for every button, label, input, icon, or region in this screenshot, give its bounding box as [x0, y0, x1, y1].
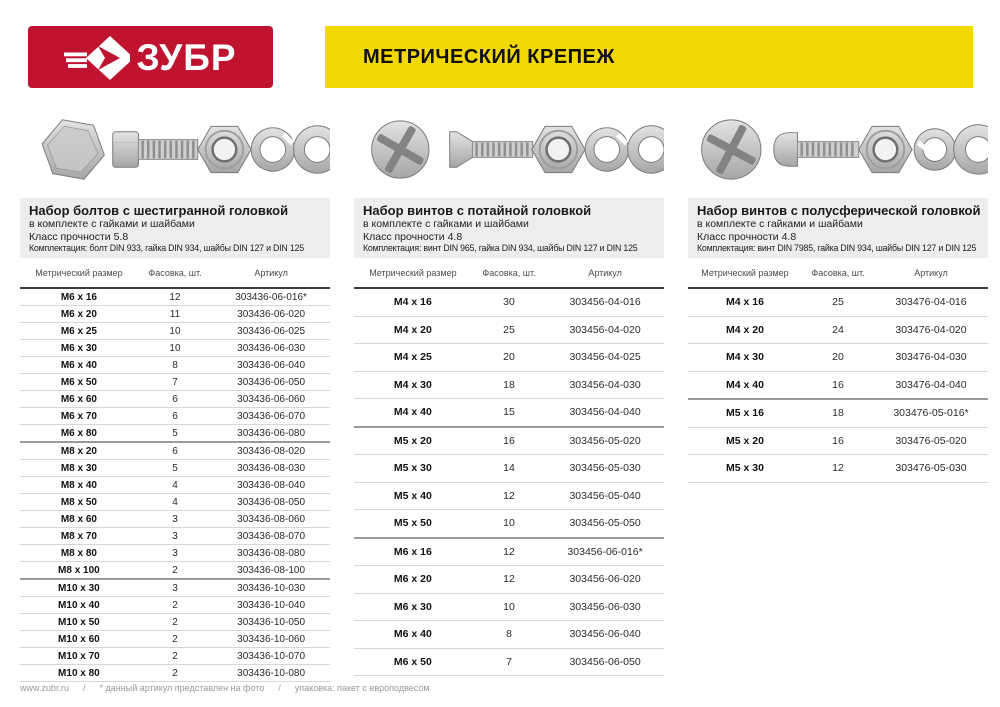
article-cell: 303456-06-050: [546, 648, 664, 676]
table-row: [20, 460, 330, 477]
product-info-block: [688, 198, 988, 258]
table-row: [354, 344, 664, 372]
footer-separator: /: [83, 683, 86, 693]
article-cell: 303456-06-040: [546, 621, 664, 649]
page-header: [28, 26, 973, 88]
footer-note-photo: * данный артикул представлен на фото: [99, 683, 265, 693]
pan-head-screw-set-image: [688, 106, 988, 190]
table-row: [20, 494, 330, 511]
size-cell: M10 x 50: [20, 614, 138, 631]
qty-cell: 4: [138, 477, 212, 494]
size-cell: M4 x 20: [688, 316, 802, 344]
strength-class: Класс прочности 4.8: [697, 230, 797, 243]
qty-cell: 2: [138, 665, 212, 682]
article-cell: 303456-06-020: [546, 566, 664, 594]
article-cell: 303436-08-020: [212, 442, 330, 460]
size-cell: M8 x 40: [20, 477, 138, 494]
article-cell: 303436-10-050: [212, 614, 330, 631]
article-cell: 303436-08-050: [212, 494, 330, 511]
qty-cell: 6: [138, 391, 212, 408]
table-row: [20, 631, 330, 648]
table-row: [354, 399, 664, 427]
table-header-row: [688, 259, 988, 288]
product-column-hex-bolts: [20, 106, 330, 682]
zubr-logo: [28, 26, 273, 88]
qty-cell: 2: [138, 562, 212, 580]
qty-cell: 18: [472, 371, 546, 399]
article-cell: 303436-06-020: [212, 306, 330, 323]
product-table: [20, 259, 330, 682]
qty-cell: 2: [138, 614, 212, 631]
qty-cell: 16: [802, 427, 874, 455]
table-row: [20, 408, 330, 425]
kit-contents: Комплектация: болт DIN 933, гайка DIN 934, шайбы DIN 127 и DIN 125: [29, 243, 304, 253]
table-row: [20, 511, 330, 528]
qty-cell: 3: [138, 511, 212, 528]
qty-cell: 16: [472, 427, 546, 455]
qty-column-header: Фасовка, шт.: [811, 268, 865, 278]
qty-cell: 8: [138, 357, 212, 374]
size-cell: M6 x 20: [20, 306, 138, 323]
size-cell: M4 x 16: [688, 288, 802, 316]
size-cell: M4 x 16: [354, 288, 472, 316]
qty-cell: 14: [472, 455, 546, 483]
article-column-header: Артикул: [254, 268, 288, 278]
table-row: [20, 579, 330, 597]
table-row: [688, 427, 988, 455]
qty-cell: 10: [138, 340, 212, 357]
qty-cell: 10: [138, 323, 212, 340]
article-cell: 303456-05-050: [546, 510, 664, 538]
product-column-pan-head-screws: [688, 106, 988, 682]
pan-head-screw-set-photo: [688, 106, 988, 190]
table-row: [688, 455, 988, 483]
qty-cell: 16: [802, 371, 874, 399]
size-cell: M8 x 20: [20, 442, 138, 460]
footer-note-packaging: упаковка: пакет с европодвесом: [294, 683, 430, 693]
category-banner: [325, 26, 973, 88]
table-row: [688, 399, 988, 427]
article-cell: 303476-04-030: [874, 344, 988, 372]
product-table: [688, 259, 988, 483]
size-cell: M5 x 16: [688, 399, 802, 427]
product-info-block: [20, 198, 330, 258]
table-row: [20, 288, 330, 306]
product-title: Набор винтов с потайной головкой: [363, 203, 592, 218]
table-row: [20, 614, 330, 631]
table-row: [20, 648, 330, 665]
article-cell: 303456-04-030: [546, 371, 664, 399]
size-cell: M6 x 40: [20, 357, 138, 374]
article-cell: 303436-06-030: [212, 340, 330, 357]
qty-cell: 25: [472, 316, 546, 344]
hex-bolt-set-image: [20, 106, 330, 190]
table-row: [354, 566, 664, 594]
size-cell: M8 x 60: [20, 511, 138, 528]
table-row: [354, 316, 664, 344]
qty-cell: 18: [802, 399, 874, 427]
product-info-block: [354, 198, 664, 258]
size-cell: M8 x 30: [20, 460, 138, 477]
size-cell: M5 x 30: [688, 455, 802, 483]
size-cell: M4 x 25: [354, 344, 472, 372]
qty-cell: 20: [472, 344, 546, 372]
product-title: Набор болтов с шестигранной головкой: [29, 203, 289, 218]
size-cell: M6 x 25: [20, 323, 138, 340]
qty-cell: 6: [138, 442, 212, 460]
article-cell: 303436-06-080: [212, 425, 330, 443]
article-cell: 303436-06-060: [212, 391, 330, 408]
qty-cell: 8: [472, 621, 546, 649]
qty-column-header: Фасовка, шт.: [148, 268, 202, 278]
size-column-header: Метрический размер: [369, 268, 457, 278]
size-cell: M6 x 16: [354, 538, 472, 566]
qty-cell: 20: [802, 344, 874, 372]
article-cell: 303436-10-080: [212, 665, 330, 682]
article-cell: 303456-05-040: [546, 482, 664, 510]
table-row: [354, 648, 664, 676]
qty-cell: 5: [138, 425, 212, 443]
article-cell: 303476-04-020: [874, 316, 988, 344]
article-cell: 303476-05-016*: [874, 399, 988, 427]
size-column-header: Метрический размер: [701, 268, 789, 278]
size-cell: M4 x 40: [354, 399, 472, 427]
article-cell: 303436-08-060: [212, 511, 330, 528]
table-row: [20, 528, 330, 545]
qty-cell: 2: [138, 631, 212, 648]
article-cell: 303436-06-025: [212, 323, 330, 340]
article-cell: 303436-06-040: [212, 357, 330, 374]
table-row: [354, 371, 664, 399]
hex-bolt-set-photo: [20, 106, 330, 190]
qty-cell: 11: [138, 306, 212, 323]
qty-cell: 5: [138, 460, 212, 477]
size-cell: M8 x 50: [20, 494, 138, 511]
table-row: [354, 593, 664, 621]
kit-contents: Комплектация: винт DIN 7985, гайка DIN 934, шайбы DIN 127 и DIN 125: [697, 243, 977, 253]
article-cell: 303456-04-016: [546, 288, 664, 316]
article-cell: 303476-05-030: [874, 455, 988, 483]
article-cell: 303476-05-020: [874, 427, 988, 455]
table-row: [20, 597, 330, 614]
article-cell: 303436-08-070: [212, 528, 330, 545]
page-footer: [20, 683, 444, 693]
article-cell: 303436-10-030: [212, 579, 330, 597]
table-row: [20, 477, 330, 494]
size-cell: M8 x 70: [20, 528, 138, 545]
size-cell: M5 x 20: [354, 427, 472, 455]
zubr-arrow-icon: [64, 31, 130, 83]
size-cell: M5 x 30: [354, 455, 472, 483]
article-cell: 303436-08-080: [212, 545, 330, 562]
table-row: [354, 288, 664, 316]
table-row: [20, 374, 330, 391]
qty-cell: 12: [138, 288, 212, 306]
table-row: [354, 427, 664, 455]
qty-cell: 30: [472, 288, 546, 316]
article-cell: 303456-04-025: [546, 344, 664, 372]
article-cell: 303436-06-050: [212, 374, 330, 391]
article-cell: 303456-06-030: [546, 593, 664, 621]
table-row: [20, 442, 330, 460]
qty-cell: 3: [138, 579, 212, 597]
table-row: [354, 621, 664, 649]
size-cell: M6 x 50: [354, 648, 472, 676]
article-cell: 303436-10-070: [212, 648, 330, 665]
article-cell: 303436-08-100: [212, 562, 330, 580]
article-cell: 303456-04-040: [546, 399, 664, 427]
qty-cell: 3: [138, 528, 212, 545]
size-cell: M4 x 40: [688, 371, 802, 399]
qty-cell: 12: [472, 538, 546, 566]
qty-cell: 12: [472, 566, 546, 594]
qty-cell: 3: [138, 545, 212, 562]
product-column-countersunk-screws: [354, 106, 664, 682]
article-column-header: Артикул: [914, 268, 948, 278]
article-cell: 303476-04-016: [874, 288, 988, 316]
table-row: [20, 306, 330, 323]
footer-separator: /: [278, 683, 281, 693]
qty-cell: 24: [802, 316, 874, 344]
table-row: [20, 323, 330, 340]
table-header-row: [354, 259, 664, 288]
qty-column-header: Фасовка, шт.: [482, 268, 536, 278]
table-row: [20, 357, 330, 374]
kit-contents: Комплектация: винт DIN 965, гайка DIN 934, шайбы DIN 127 и DIN 125: [363, 243, 638, 253]
article-cell: 303456-05-030: [546, 455, 664, 483]
table-row: [354, 538, 664, 566]
size-cell: M6 x 60: [20, 391, 138, 408]
article-cell: 303436-06-070: [212, 408, 330, 425]
qty-cell: 4: [138, 494, 212, 511]
table-row: [20, 665, 330, 682]
table-row: [20, 562, 330, 580]
table-row: [688, 288, 988, 316]
page-title: МЕТРИЧЕСКИЙ КРЕПЕЖ: [363, 45, 615, 68]
article-cell: 303436-08-040: [212, 477, 330, 494]
size-cell: M10 x 30: [20, 579, 138, 597]
size-cell: M10 x 70: [20, 648, 138, 665]
qty-cell: 12: [472, 482, 546, 510]
table-header-row: [20, 259, 330, 288]
size-cell: M6 x 30: [20, 340, 138, 357]
table-row: [20, 425, 330, 443]
article-cell: 303436-08-030: [212, 460, 330, 477]
brand-name: ЗУБР: [136, 36, 237, 78]
qty-cell: 7: [472, 648, 546, 676]
size-cell: M4 x 30: [354, 371, 472, 399]
table-row: [354, 482, 664, 510]
product-title: Набор винтов с полусферической головкой: [697, 203, 981, 218]
table-row: [354, 455, 664, 483]
countersunk-screw-set-image: [354, 106, 664, 190]
strength-class: Класс прочности 4.8: [363, 230, 463, 243]
qty-cell: 2: [138, 648, 212, 665]
table-row: [20, 545, 330, 562]
qty-cell: 10: [472, 593, 546, 621]
qty-cell: 15: [472, 399, 546, 427]
size-cell: M6 x 70: [20, 408, 138, 425]
size-cell: M10 x 80: [20, 665, 138, 682]
article-cell: 303436-10-040: [212, 597, 330, 614]
size-cell: M5 x 20: [688, 427, 802, 455]
site-link[interactable]: www.zubr.ru: [20, 683, 70, 693]
size-cell: M5 x 40: [354, 482, 472, 510]
size-column-header: Метрический размер: [35, 268, 123, 278]
table-row: [688, 316, 988, 344]
qty-cell: 12: [802, 455, 874, 483]
table-row: [688, 371, 988, 399]
qty-cell: 10: [472, 510, 546, 538]
size-cell: M6 x 20: [354, 566, 472, 594]
article-column-header: Артикул: [588, 268, 622, 278]
size-cell: M4 x 30: [688, 344, 802, 372]
countersunk-screw-set-photo: [354, 106, 664, 190]
size-cell: M8 x 100: [20, 562, 138, 580]
size-cell: M5 x 50: [354, 510, 472, 538]
qty-cell: 6: [138, 408, 212, 425]
size-cell: M4 x 20: [354, 316, 472, 344]
size-cell: M10 x 60: [20, 631, 138, 648]
size-cell: M6 x 80: [20, 425, 138, 443]
size-cell: M10 x 40: [20, 597, 138, 614]
size-cell: M6 x 50: [20, 374, 138, 391]
product-columns: [20, 106, 988, 682]
table-row: [354, 510, 664, 538]
size-cell: M8 x 80: [20, 545, 138, 562]
table-row: [20, 391, 330, 408]
article-cell: 303436-10-060: [212, 631, 330, 648]
article-cell: 303456-06-016*: [546, 538, 664, 566]
article-cell: 303436-06-016*: [212, 288, 330, 306]
table-row: [688, 344, 988, 372]
qty-cell: 25: [802, 288, 874, 316]
article-cell: 303476-04-040: [874, 371, 988, 399]
product-subtitle: в комплекте с гайками и шайбами: [697, 218, 863, 230]
qty-cell: 7: [138, 374, 212, 391]
product-subtitle: в комплекте с гайками и шайбами: [29, 218, 195, 230]
qty-cell: 2: [138, 597, 212, 614]
article-cell: 303456-04-020: [546, 316, 664, 344]
size-cell: M6 x 30: [354, 593, 472, 621]
size-cell: M6 x 16: [20, 288, 138, 306]
strength-class: Класс прочности 5.8: [29, 230, 129, 243]
product-subtitle: в комплекте с гайками и шайбами: [363, 218, 529, 230]
article-cell: 303456-05-020: [546, 427, 664, 455]
size-cell: M6 x 40: [354, 621, 472, 649]
table-row: [20, 340, 330, 357]
product-table: [354, 259, 664, 676]
